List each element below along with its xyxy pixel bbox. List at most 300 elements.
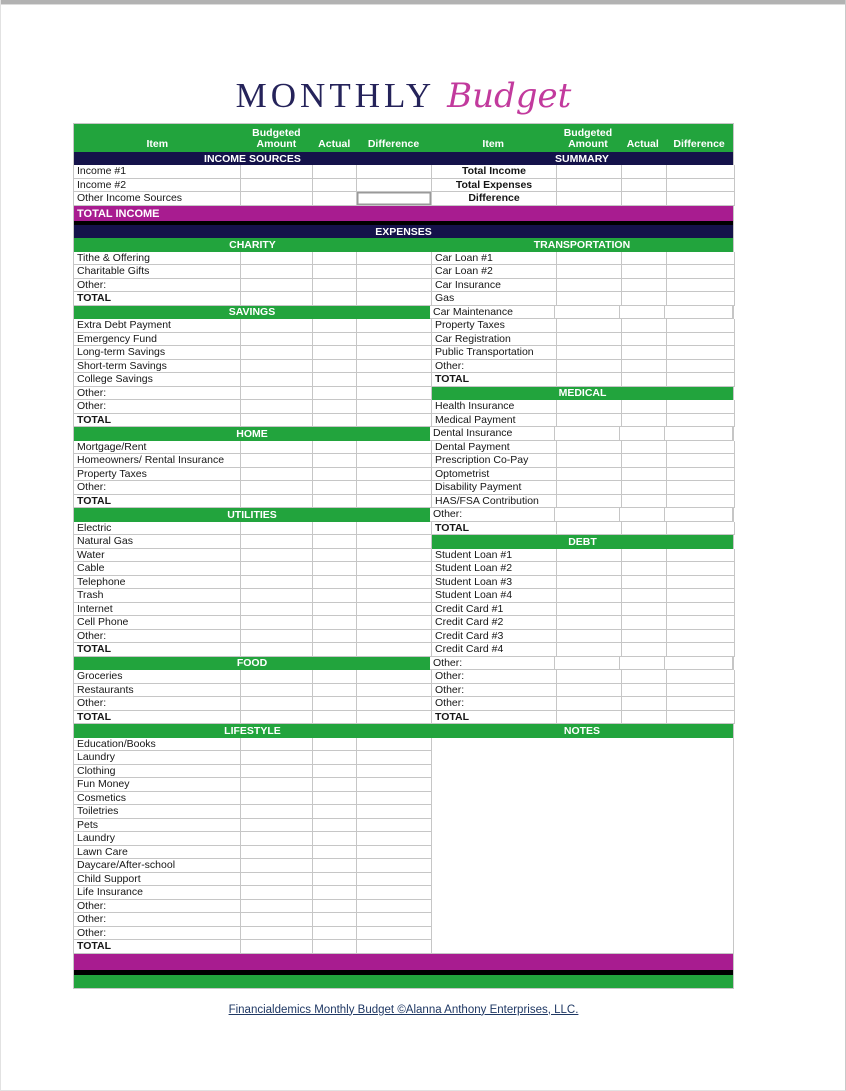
budgeted-cell[interactable] [557, 414, 622, 428]
actual-cell[interactable] [622, 346, 667, 360]
actual-cell[interactable] [622, 192, 667, 206]
difference-cell[interactable] [667, 630, 735, 644]
budgeted-cell[interactable] [241, 697, 313, 711]
budgeted-cell[interactable] [241, 778, 313, 792]
actual-cell[interactable] [313, 292, 357, 306]
difference-cell[interactable] [357, 940, 432, 954]
actual-cell[interactable] [313, 819, 357, 833]
actual-cell[interactable] [313, 616, 357, 630]
actual-cell[interactable] [313, 900, 357, 914]
difference-cell[interactable] [357, 360, 432, 374]
budgeted-cell[interactable] [557, 684, 622, 698]
difference-cell[interactable] [357, 192, 432, 206]
actual-cell[interactable] [622, 441, 667, 455]
item-label-gas: Gas [432, 292, 557, 306]
footer-link[interactable]: Financialdemics Monthly Budget ©Alanna Anthony Enterprises, LLC. [228, 1003, 579, 1016]
actual-cell[interactable] [313, 279, 357, 293]
budgeted-cell[interactable] [557, 165, 622, 179]
budgeted-cell[interactable] [557, 192, 622, 206]
item-label-student-loan-3: Student Loan #3 [432, 576, 557, 590]
budgeted-cell[interactable] [557, 603, 622, 617]
budgeted-cell[interactable] [241, 441, 313, 455]
difference-cell[interactable] [667, 603, 735, 617]
budgeted-cell[interactable] [241, 873, 313, 887]
difference-cell[interactable] [357, 165, 432, 179]
actual-cell[interactable] [622, 165, 667, 179]
difference-cell[interactable] [357, 684, 432, 698]
budgeted-cell[interactable] [241, 589, 313, 603]
notes-area[interactable] [432, 738, 733, 954]
budgeted-cell[interactable] [241, 292, 313, 306]
actual-cell[interactable] [313, 441, 357, 455]
section-header-medical: MEDICAL [432, 387, 733, 401]
difference-cell[interactable] [357, 697, 432, 711]
actual-cell[interactable] [622, 630, 667, 644]
budgeted-cell[interactable] [241, 616, 313, 630]
actual-cell[interactable] [622, 400, 667, 414]
difference-cell[interactable] [667, 495, 735, 509]
difference-cell[interactable] [667, 684, 735, 698]
difference-cell[interactable] [667, 279, 735, 293]
budgeted-cell[interactable] [241, 387, 313, 401]
budgeted-cell[interactable] [557, 468, 622, 482]
actual-cell[interactable] [313, 400, 357, 414]
income-grid [74, 165, 733, 206]
budgeted-cell[interactable] [241, 468, 313, 482]
difference-cell[interactable] [357, 832, 432, 846]
budgeted-cell[interactable] [557, 616, 622, 630]
difference-cell[interactable] [667, 373, 735, 387]
difference-cell[interactable] [357, 522, 432, 536]
actual-cell[interactable] [622, 333, 667, 347]
budgeted-cell[interactable] [241, 454, 313, 468]
actual-cell[interactable] [622, 670, 667, 684]
difference-cell[interactable] [667, 697, 735, 711]
actual-cell[interactable] [622, 495, 667, 509]
actual-cell[interactable] [313, 873, 357, 887]
budgeted-cell[interactable] [557, 630, 622, 644]
budgeted-cell[interactable] [557, 643, 622, 657]
actual-cell[interactable] [313, 846, 357, 860]
actual-cell[interactable] [313, 468, 357, 482]
actual-cell[interactable] [313, 165, 357, 179]
budgeted-cell[interactable] [241, 562, 313, 576]
actual-cell[interactable] [620, 427, 665, 441]
budgeted-cell[interactable] [241, 630, 313, 644]
difference-cell[interactable] [357, 751, 432, 765]
actual-cell[interactable] [313, 832, 357, 846]
actual-cell[interactable] [313, 454, 357, 468]
budgeted-cell[interactable] [557, 711, 622, 725]
actual-cell[interactable] [313, 562, 357, 576]
difference-cell[interactable] [357, 805, 432, 819]
actual-cell[interactable] [313, 373, 357, 387]
actual-cell[interactable] [622, 373, 667, 387]
difference-cell[interactable] [665, 427, 733, 441]
budgeted-cell[interactable] [241, 346, 313, 360]
actual-cell[interactable] [313, 603, 357, 617]
expense-row [74, 360, 733, 374]
column-header-row [74, 124, 733, 152]
budgeted-cell[interactable] [557, 265, 622, 279]
item-label-total-income: Total Income [432, 165, 557, 179]
difference-cell[interactable] [357, 846, 432, 860]
expense-row [74, 643, 733, 657]
difference-cell[interactable] [357, 495, 432, 509]
actual-cell[interactable] [622, 711, 667, 725]
actual-cell[interactable] [622, 481, 667, 495]
budgeted-cell[interactable] [241, 495, 313, 509]
actual-cell[interactable] [313, 927, 357, 941]
budgeted-cell[interactable] [241, 522, 313, 536]
actual-cell[interactable] [313, 697, 357, 711]
expense-row [74, 265, 733, 279]
budgeted-cell[interactable] [557, 252, 622, 266]
difference-cell[interactable] [667, 252, 735, 266]
actual-cell[interactable] [622, 616, 667, 630]
item-label-trash: Trash [74, 589, 241, 603]
actual-cell[interactable] [313, 319, 357, 333]
actual-cell[interactable] [313, 179, 357, 193]
expense-row [74, 238, 733, 252]
actual-cell[interactable] [313, 387, 357, 401]
difference-cell[interactable] [667, 711, 735, 725]
difference-cell[interactable] [667, 319, 735, 333]
difference-cell[interactable] [667, 192, 735, 206]
difference-cell[interactable] [357, 535, 432, 549]
budgeted-cell[interactable] [241, 792, 313, 806]
budgeted-cell[interactable] [557, 179, 622, 193]
budgeted-cell[interactable] [241, 927, 313, 941]
budgeted-cell[interactable] [557, 495, 622, 509]
difference-cell[interactable] [667, 589, 735, 603]
budgeted-cell[interactable] [557, 589, 622, 603]
item-label-dental-payment: Dental Payment [432, 441, 557, 455]
budgeted-cell[interactable] [557, 522, 622, 536]
budgeted-cell[interactable] [241, 192, 313, 206]
actual-cell[interactable] [622, 454, 667, 468]
difference-cell[interactable] [357, 481, 432, 495]
expense-row [74, 549, 733, 563]
difference-cell[interactable] [357, 589, 432, 603]
budgeted-cell[interactable] [241, 859, 313, 873]
item-label-income-2: Income #2 [74, 179, 241, 193]
difference-cell[interactable] [667, 360, 735, 374]
expense-row [74, 508, 733, 522]
actual-cell[interactable] [313, 940, 357, 954]
budgeted-cell[interactable] [241, 751, 313, 765]
difference-cell[interactable] [667, 468, 735, 482]
difference-cell[interactable] [667, 333, 735, 347]
total-row-label-total: TOTAL [432, 373, 557, 387]
budgeted-cell[interactable] [557, 549, 622, 563]
actual-cell[interactable] [313, 751, 357, 765]
actual-cell[interactable] [313, 670, 357, 684]
budgeted-cell[interactable] [241, 684, 313, 698]
difference-cell[interactable] [667, 414, 735, 428]
budgeted-cell[interactable] [241, 603, 313, 617]
difference-cell[interactable] [357, 778, 432, 792]
budgeted-cell[interactable] [241, 711, 313, 725]
section-header-transportation: TRANSPORTATION [431, 238, 733, 252]
budgeted-cell[interactable] [241, 832, 313, 846]
difference-cell[interactable] [357, 643, 432, 657]
budgeted-cell[interactable] [241, 900, 313, 914]
actual-cell[interactable] [313, 549, 357, 563]
actual-cell[interactable] [622, 265, 667, 279]
actual-cell[interactable] [622, 319, 667, 333]
difference-cell[interactable] [357, 738, 432, 752]
actual-cell[interactable] [313, 360, 357, 374]
actual-cell[interactable] [622, 562, 667, 576]
budgeted-cell[interactable] [555, 508, 620, 522]
budgeted-cell[interactable] [241, 765, 313, 779]
expense-row [74, 697, 733, 711]
difference-cell[interactable] [665, 508, 733, 522]
actual-cell[interactable] [313, 684, 357, 698]
budgeted-cell[interactable] [241, 940, 313, 954]
difference-cell[interactable] [357, 454, 432, 468]
difference-cell[interactable] [357, 900, 432, 914]
budgeted-cell[interactable] [557, 562, 622, 576]
actual-cell[interactable] [622, 697, 667, 711]
actual-cell[interactable] [313, 886, 357, 900]
difference-cell[interactable] [357, 387, 432, 401]
difference-cell[interactable] [357, 279, 432, 293]
item-label-disability-payment: Disability Payment [432, 481, 557, 495]
actual-cell[interactable] [622, 252, 667, 266]
budgeted-cell[interactable] [241, 576, 313, 590]
actual-cell[interactable] [622, 576, 667, 590]
difference-cell[interactable] [667, 400, 735, 414]
budgeted-cell[interactable] [557, 441, 622, 455]
actual-cell[interactable] [313, 265, 357, 279]
difference-cell[interactable] [357, 319, 432, 333]
difference-cell[interactable] [665, 306, 733, 320]
difference-cell[interactable] [357, 792, 432, 806]
difference-cell[interactable] [357, 913, 432, 927]
difference-cell[interactable] [667, 346, 735, 360]
section-header-lifestyle: LIFESTYLE [74, 724, 431, 738]
difference-cell[interactable] [357, 441, 432, 455]
summary-title: SUMMARY [555, 152, 609, 165]
difference-cell[interactable] [357, 400, 432, 414]
budgeted-cell[interactable] [241, 819, 313, 833]
actual-cell[interactable] [622, 279, 667, 293]
actual-cell[interactable] [313, 252, 357, 266]
budgeted-cell[interactable] [557, 481, 622, 495]
difference-cell[interactable] [667, 441, 735, 455]
budgeted-cell[interactable] [241, 846, 313, 860]
item-label-other: Other: [430, 508, 555, 522]
actual-cell[interactable] [313, 643, 357, 657]
actual-cell[interactable] [313, 576, 357, 590]
difference-cell[interactable] [667, 562, 735, 576]
item-label-car-loan-2: Car Loan #2 [432, 265, 557, 279]
difference-cell[interactable] [357, 873, 432, 887]
item-label-electric: Electric [74, 522, 241, 536]
budgeted-cell[interactable] [557, 576, 622, 590]
actual-cell[interactable] [622, 414, 667, 428]
actual-cell[interactable] [620, 657, 665, 671]
actual-cell[interactable] [313, 778, 357, 792]
budgeted-cell[interactable] [241, 670, 313, 684]
difference-cell[interactable] [667, 481, 735, 495]
difference-cell[interactable] [357, 765, 432, 779]
budgeted-cell[interactable] [555, 427, 620, 441]
actual-cell[interactable] [313, 535, 357, 549]
difference-cell[interactable] [357, 711, 432, 725]
budgeted-cell[interactable] [241, 481, 313, 495]
budgeted-cell[interactable] [557, 454, 622, 468]
budgeted-cell[interactable] [557, 697, 622, 711]
difference-cell[interactable] [357, 576, 432, 590]
actual-cell[interactable] [313, 481, 357, 495]
budgeted-cell[interactable] [241, 333, 313, 347]
actual-cell[interactable] [313, 765, 357, 779]
difference-cell[interactable] [667, 576, 735, 590]
actual-cell[interactable] [620, 508, 665, 522]
difference-cell[interactable] [357, 927, 432, 941]
actual-cell[interactable] [313, 913, 357, 927]
difference-cell[interactable] [667, 643, 735, 657]
budgeted-cell[interactable] [557, 319, 622, 333]
difference-cell[interactable] [357, 373, 432, 387]
difference-cell[interactable] [667, 522, 735, 536]
difference-cell[interactable] [357, 292, 432, 306]
total-row-label-total: TOTAL [74, 414, 241, 428]
budgeted-cell[interactable] [557, 333, 622, 347]
difference-cell[interactable] [665, 657, 733, 671]
difference-cell[interactable] [357, 265, 432, 279]
actual-cell[interactable] [313, 589, 357, 603]
budgeted-cell[interactable] [241, 549, 313, 563]
budgeted-cell[interactable] [241, 643, 313, 657]
section-header-debt: DEBT [432, 535, 733, 549]
total-row-label-total: TOTAL [74, 495, 241, 509]
actual-cell[interactable] [622, 522, 667, 536]
actual-cell[interactable] [313, 792, 357, 806]
difference-cell[interactable] [667, 670, 735, 684]
actual-cell[interactable] [313, 414, 357, 428]
actual-cell[interactable] [622, 360, 667, 374]
difference-cell[interactable] [357, 252, 432, 266]
budgeted-cell[interactable] [241, 179, 313, 193]
difference-cell[interactable] [357, 549, 432, 563]
difference-cell[interactable] [357, 468, 432, 482]
budgeted-cell[interactable] [241, 805, 313, 819]
difference-cell[interactable] [357, 859, 432, 873]
actual-cell[interactable] [313, 738, 357, 752]
budgeted-cell[interactable] [241, 400, 313, 414]
budgeted-cell[interactable] [557, 400, 622, 414]
budgeted-cell[interactable] [241, 414, 313, 428]
budgeted-cell[interactable] [241, 738, 313, 752]
title-budget: Budget [447, 76, 572, 116]
budgeted-cell[interactable] [557, 373, 622, 387]
item-label-other-income-sources: Other Income Sources [74, 192, 241, 206]
actual-cell[interactable] [313, 522, 357, 536]
lifestyle-row [74, 927, 432, 941]
difference-cell[interactable] [667, 179, 735, 193]
actual-cell[interactable] [622, 549, 667, 563]
actual-cell[interactable] [622, 684, 667, 698]
item-label-student-loan-2: Student Loan #2 [432, 562, 557, 576]
actual-cell[interactable] [313, 630, 357, 644]
difference-cell[interactable] [357, 819, 432, 833]
actual-cell[interactable] [622, 179, 667, 193]
actual-cell[interactable] [313, 333, 357, 347]
budgeted-cell[interactable] [557, 360, 622, 374]
item-label-cosmetics: Cosmetics [74, 792, 241, 806]
budgeted-cell[interactable] [557, 279, 622, 293]
budgeted-cell[interactable] [241, 265, 313, 279]
budgeted-cell[interactable] [557, 670, 622, 684]
lifestyle-row [74, 751, 432, 765]
difference-cell[interactable] [357, 670, 432, 684]
difference-cell[interactable] [357, 562, 432, 576]
difference-cell[interactable] [357, 630, 432, 644]
difference-cell[interactable] [357, 346, 432, 360]
budgeted-cell[interactable] [241, 360, 313, 374]
difference-cell[interactable] [357, 603, 432, 617]
budgeted-cell[interactable] [557, 292, 622, 306]
actual-cell[interactable] [313, 495, 357, 509]
budgeted-cell[interactable] [555, 657, 620, 671]
budgeted-cell[interactable] [241, 535, 313, 549]
difference-cell[interactable] [357, 179, 432, 193]
budgeted-cell[interactable] [241, 319, 313, 333]
actual-cell[interactable] [313, 346, 357, 360]
difference-cell[interactable] [667, 165, 735, 179]
difference-cell[interactable] [667, 292, 735, 306]
difference-cell[interactable] [667, 616, 735, 630]
budgeted-cell[interactable] [241, 373, 313, 387]
difference-cell[interactable] [357, 616, 432, 630]
budgeted-cell[interactable] [241, 279, 313, 293]
actual-cell[interactable] [622, 643, 667, 657]
actual-cell[interactable] [622, 292, 667, 306]
actual-cell[interactable] [620, 306, 665, 320]
budgeted-cell[interactable] [241, 165, 313, 179]
item-label-optometrist: Optometrist [432, 468, 557, 482]
actual-cell[interactable] [313, 192, 357, 206]
difference-cell[interactable] [667, 454, 735, 468]
item-label-other: Other: [432, 670, 557, 684]
actual-cell[interactable] [622, 589, 667, 603]
item-label-mortgage-rent: Mortgage/Rent [74, 441, 241, 455]
expense-row [74, 724, 733, 738]
budgeted-cell[interactable] [557, 346, 622, 360]
actual-cell[interactable] [622, 603, 667, 617]
actual-cell[interactable] [313, 711, 357, 725]
difference-cell[interactable] [667, 549, 735, 563]
difference-cell[interactable] [357, 414, 432, 428]
budgeted-cell[interactable] [241, 886, 313, 900]
expense-row [74, 711, 733, 725]
budgeted-cell[interactable] [241, 252, 313, 266]
actual-cell[interactable] [313, 805, 357, 819]
difference-cell[interactable] [667, 265, 735, 279]
difference-cell[interactable] [357, 333, 432, 347]
lifestyle-row [74, 873, 432, 887]
actual-cell[interactable] [622, 468, 667, 482]
budgeted-cell[interactable] [241, 913, 313, 927]
item-label-internet: Internet [74, 603, 241, 617]
difference-cell[interactable] [357, 886, 432, 900]
budgeted-cell[interactable] [555, 306, 620, 320]
actual-cell[interactable] [313, 859, 357, 873]
